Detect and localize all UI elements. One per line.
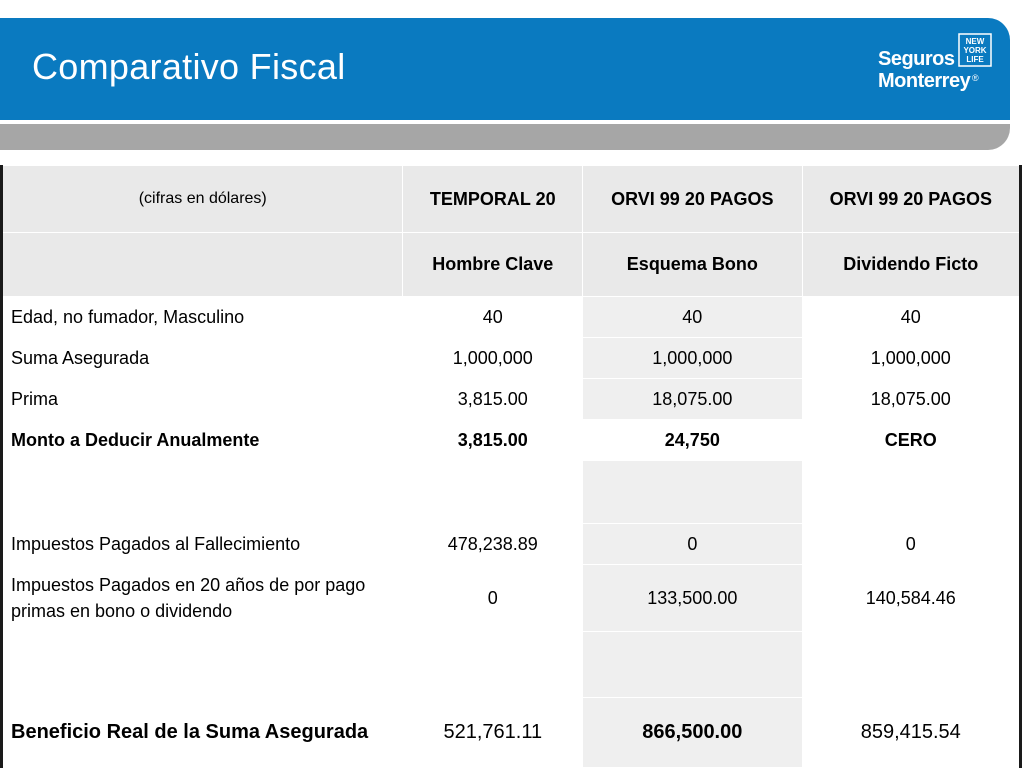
row-label: Monto a Deducir Anualmente (2, 420, 403, 461)
column-header-1: TEMPORAL 20 (403, 166, 583, 233)
logo-registered-mark: ® (972, 73, 979, 83)
cell-value: 3,815.00 (403, 420, 583, 461)
subheader-empty (2, 233, 403, 297)
column-subheader-2: Esquema Bono (583, 233, 802, 297)
row-label: Beneficio Real de la Suma Asegurada (2, 698, 403, 768)
cell-value: CERO (802, 420, 1020, 461)
slide-title: Comparativo Fiscal (32, 46, 346, 87)
row-label: Impuestos Pagados en 20 años de por pago primas en bono o dividendo (2, 565, 403, 632)
currency-note: (cifras en dólares) (2, 166, 403, 233)
table-row-empty (2, 461, 1021, 524)
badge-line1: NEW (965, 37, 985, 46)
header-gray-bar (0, 124, 1010, 150)
row-label (2, 632, 403, 698)
table-row-deduction (2, 420, 1021, 461)
cell-value (802, 461, 1020, 524)
fiscal-comparison-table (0, 165, 1022, 768)
cell-value (403, 461, 583, 524)
cell-value: 1,000,000 (802, 338, 1020, 379)
row-label: Edad, no fumador, Masculino (2, 297, 403, 338)
cell-value (583, 461, 802, 524)
cell-value: 18,075.00 (583, 379, 802, 420)
table-row (2, 297, 1021, 338)
table-row (2, 524, 1021, 565)
seguros-monterrey-logo (876, 33, 996, 97)
cell-value (403, 632, 583, 698)
row-label: Impuestos Pagados al Fallecimiento (2, 524, 403, 565)
cell-value: 0 (583, 524, 802, 565)
cell-value: 133,500.00 (583, 565, 802, 632)
cell-value: 859,415.54 (802, 698, 1020, 768)
badge-line2: YORK (963, 46, 987, 55)
row-label: Suma Asegurada (2, 338, 403, 379)
logo-text-line2: Monterrey (878, 70, 971, 92)
cell-value: 40 (583, 297, 802, 338)
cell-value: 478,238.89 (403, 524, 583, 565)
column-header-2: ORVI 99 20 PAGOS (583, 166, 802, 233)
row-label (2, 461, 403, 524)
table-header-row (2, 166, 1021, 233)
cell-value: 18,075.00 (802, 379, 1020, 420)
table-row (2, 565, 1021, 632)
cell-value: 0 (403, 565, 583, 632)
column-subheader-1: Hombre Clave (403, 233, 583, 297)
table-subheader-row (2, 233, 1021, 297)
cell-value: 521,761.11 (403, 698, 583, 768)
table-row (2, 379, 1021, 420)
cell-value: 1,000,000 (403, 338, 583, 379)
cell-value-highlight: 866,500.00 (583, 698, 802, 768)
cell-value (583, 632, 802, 698)
cell-value: 40 (802, 297, 1020, 338)
row-label: Prima (2, 379, 403, 420)
cell-value (802, 632, 1020, 698)
table-row-total (2, 698, 1021, 768)
column-subheader-3: Dividendo Ficto (802, 233, 1020, 297)
table-row-empty (2, 632, 1021, 698)
table-row (2, 338, 1021, 379)
cell-value: 3,815.00 (403, 379, 583, 420)
cell-value: 1,000,000 (583, 338, 802, 379)
cell-value: 140,584.46 (802, 565, 1020, 632)
cell-value: 40 (403, 297, 583, 338)
new-york-life-badge-icon (958, 33, 992, 67)
logo-text-line1: Seguros (878, 48, 955, 70)
cell-value: 0 (802, 524, 1020, 565)
cell-value: 24,750 (583, 420, 802, 461)
column-header-3: ORVI 99 20 PAGOS (802, 166, 1020, 233)
badge-line3: LIFE (966, 55, 984, 64)
